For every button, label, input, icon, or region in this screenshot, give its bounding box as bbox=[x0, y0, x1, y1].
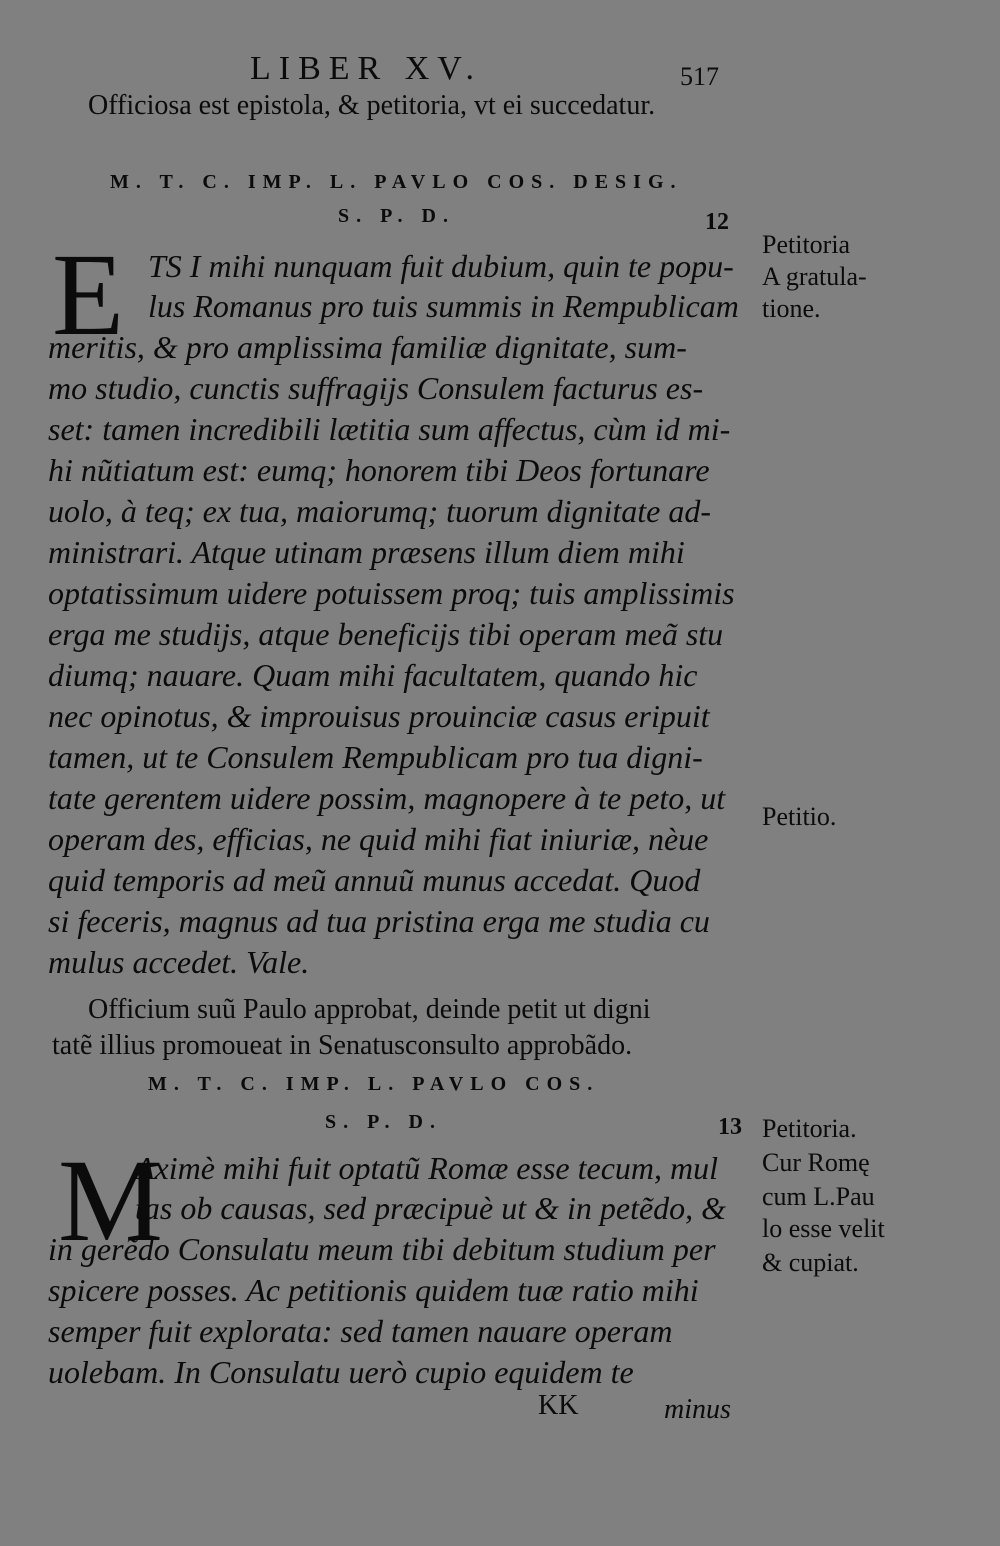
letter12-line: optatissimum uidere potuissem proq; tuis amplissimis bbox=[48, 575, 735, 611]
letter12-line: TS I mihi nunquam fuit dubium, quin te popu- bbox=[148, 248, 734, 284]
letter13-summary-line: tatẽ illius promoueat in Senatusconsulto approbãdo. bbox=[52, 1030, 633, 1061]
letter13-greeting: S. P. D. bbox=[325, 1111, 442, 1133]
letter12-line: ministrari. Atque utinam præsens illum diem mihi bbox=[48, 534, 685, 570]
letter12-salutation: M. T. C. IMP. L. PAVLO COS. DESIG. bbox=[110, 171, 683, 193]
letter12-line: hi nũtiatum est: eumq; honorem tibi Deos fortunare bbox=[48, 452, 710, 488]
signature-mark: KK bbox=[538, 1390, 579, 1421]
letter12-summary: Officiosa est epistola, & petitoria, vt ei succedatur. bbox=[88, 90, 656, 121]
letter12-line: erga me studijs, atque beneficijs tibi operam meã stu bbox=[48, 616, 724, 652]
margin-note-line: A gratula- bbox=[762, 262, 867, 291]
letter12-line: tamen, ut te Consulem Rempublicam pro tua digni- bbox=[48, 739, 703, 775]
margin-note-line: lo esse velit bbox=[762, 1214, 885, 1243]
letter13-line: Aximè mihi fuit optatũ Romæ esse tecum, mul bbox=[135, 1150, 719, 1186]
margin-note-line: Petitoria. bbox=[762, 1114, 857, 1143]
letter13-line: in gerẽdo Consulatu meum tibi debitum studium per bbox=[48, 1231, 716, 1267]
letter13-line: uolebam. In Consulatu uerò cupio equidem te bbox=[48, 1354, 634, 1390]
letter12-line: meritis, & pro amplissima familiæ dignitate, sum- bbox=[48, 329, 687, 365]
letter12-line: tate gerentem uidere possim, magnopere à te peto, ut bbox=[48, 780, 726, 816]
letter12-line: set: tamen incredibili lætitia sum affectus, cùm id mi- bbox=[48, 411, 731, 447]
letter12-line: si feceris, magnus ad tua pristina erga me studia cu bbox=[48, 903, 710, 939]
letter12-drop-cap: E bbox=[52, 229, 125, 360]
letter12-line: mulus accedet. Vale. bbox=[48, 944, 310, 980]
letter12-number: 12 bbox=[705, 209, 729, 235]
letter12-line: operam des, efficias, ne quid mihi fiat iniuriæ, nèue bbox=[48, 821, 709, 857]
margin-note-line: & cupiat. bbox=[762, 1248, 859, 1277]
margin-note-line: tione. bbox=[762, 294, 821, 323]
letter13-number: 13 bbox=[718, 1114, 742, 1140]
letter12-line: quid temporis ad meũ annuũ munus accedat. Quod bbox=[48, 862, 701, 898]
letter12-line: mo studio, cunctis suffragijs Consulem facturus es- bbox=[48, 370, 704, 406]
letter13-line: tas ob causas, sed præcipuè ut & in petẽdo, & bbox=[135, 1190, 727, 1226]
letter12-line: nec opinotus, & improuisus prouinciæ casus eripuit bbox=[48, 698, 710, 734]
margin-note-line: Petitio. bbox=[762, 802, 837, 831]
running-title: LIBER XV. bbox=[250, 50, 482, 87]
letter13-drop-cap: M bbox=[58, 1135, 163, 1266]
page-number: 517 bbox=[680, 62, 719, 91]
margin-note-line: Petitoria bbox=[762, 230, 851, 259]
letter13-summary-line: Officium suũ Paulo approbat, deinde petit ut digni bbox=[88, 994, 651, 1025]
letter12-line: uolo, à teq; ex tua, maiorumq; tuorum dignitate ad- bbox=[48, 493, 712, 529]
letter12-line: diumq; nauare. Quam mihi facultatem, quando hic bbox=[48, 657, 698, 693]
letter12-line: lus Romanus pro tuis summis in Rempublicam bbox=[148, 288, 739, 324]
margin-note-line: cum L.Pau bbox=[762, 1182, 875, 1211]
letter13-line: semper fuit explorata: sed tamen nauare operam bbox=[48, 1313, 673, 1349]
letter12-greeting: S. P. D. bbox=[338, 205, 455, 227]
letter13-line: spicere posses. Ac petitionis quidem tuæ ratio mihi bbox=[48, 1272, 699, 1308]
margin-note-line: Cur Romę bbox=[762, 1148, 870, 1177]
catchword: minus bbox=[664, 1394, 731, 1425]
letter13-salutation: M. T. C. IMP. L. PAVLO COS. bbox=[148, 1073, 600, 1095]
